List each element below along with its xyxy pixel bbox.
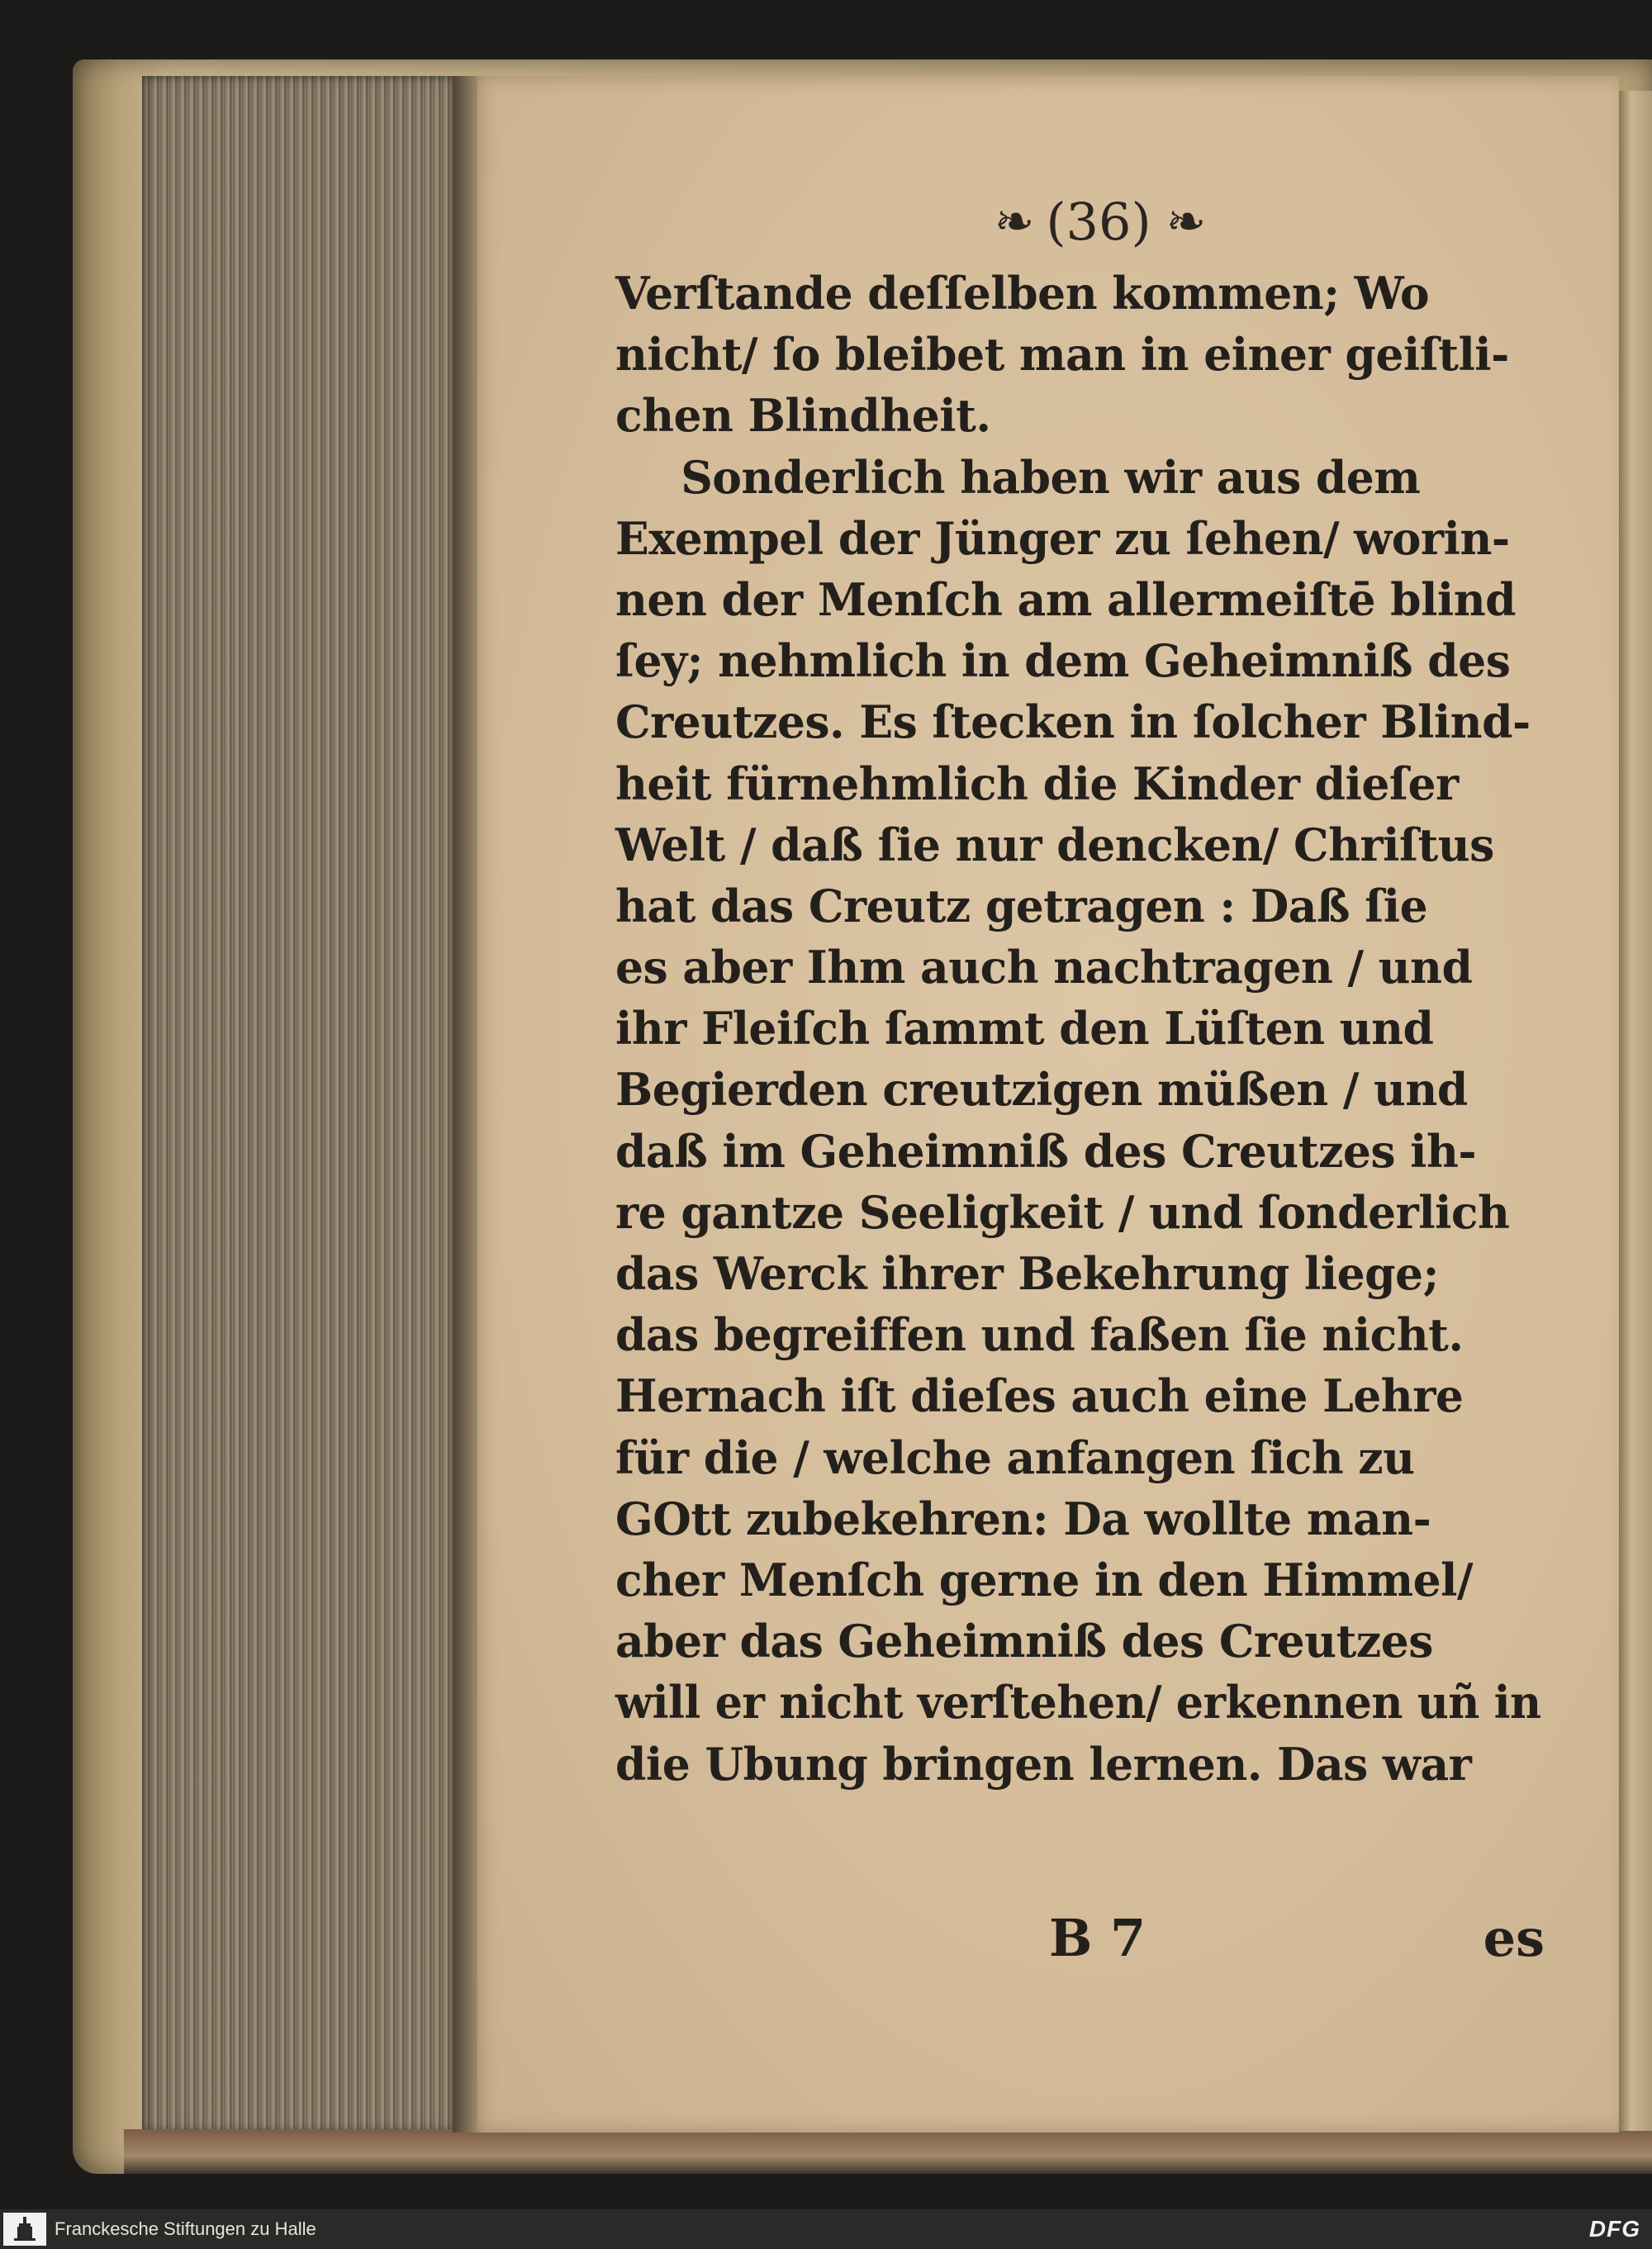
text-line: Verſtande deſſelben kommen; Wo (615, 267, 1430, 320)
viewer-footer-bar (0, 2209, 1652, 2249)
facing-page-edge (1617, 91, 1652, 2131)
text-line: Sonderlich haben wir aus dem (681, 450, 1421, 504)
text-line: ihr Fleiſch ſammt den Lüſten und (615, 1002, 1434, 1056)
text-line: hat das Creutz getragen : Daß ſie (615, 879, 1428, 932)
text-line: das Werck ihrer Bekehrung liege; (615, 1247, 1439, 1300)
text-line: heit fürnehmlich die Kinder dieſer (615, 757, 1459, 810)
text-line: daß im Geheimniß des Creutzes ih- (615, 1124, 1477, 1178)
signature-mark: B 7 (1049, 1908, 1146, 1968)
text-line: nicht/ ſo bleibet man in einer geiſtli- (615, 328, 1509, 382)
page-number: (36) (1046, 191, 1151, 252)
text-line: GOtt zubekehren: Da wollte man- (615, 1492, 1431, 1545)
text-line: aber das Geheimniß des Creutzes (615, 1615, 1433, 1668)
text-line: Hernach iſt dieſes auch eine Lehre (615, 1369, 1464, 1423)
catchword: es (1483, 1908, 1545, 1968)
text-line: für die / welche anfangen ſich zu (615, 1431, 1415, 1484)
text-line: cher Menſch gerne in den Himmel/ (615, 1553, 1474, 1606)
page-footer-line (1049, 1908, 1545, 1982)
text-line: chen Blindheit. (615, 389, 991, 443)
text-line: die Ubung bringen lernen. Das war (615, 1737, 1472, 1791)
text-line: es aber Ihm auch nachtragen / und (615, 941, 1473, 994)
text-line: Creutzes. Es ſtecken in ſolcher Blind- (615, 695, 1531, 749)
book-bottom-edge (124, 2129, 1652, 2174)
page-body-text (615, 263, 1549, 1795)
text-line: will er nicht verſtehen/ erkennen uñ in (615, 1676, 1541, 1729)
page-gutter (453, 76, 477, 2133)
institution-logo-icon (3, 2213, 46, 2246)
page-header (892, 180, 1305, 263)
ornament-left-icon: ❧ (994, 193, 1032, 249)
dfg-logo: DFG (1588, 2216, 1640, 2242)
text-line: Welt / daß ſie nur dencken/ Chriſtus (615, 818, 1494, 871)
institution-label: Franckesche Stiftungen zu Halle (55, 2218, 316, 2239)
ornament-right-icon: ❧ (1165, 193, 1203, 249)
page-edges (142, 76, 464, 2133)
text-line: Begierden creutzigen müßen / und (615, 1063, 1468, 1117)
text-line: Exempel der Jünger zu ſehen/ worin- (615, 511, 1510, 565)
text-line: das begreiffen und faßen ſie nicht. (615, 1308, 1464, 1362)
text-line: nen der Menſch am allermeiſtē blind (615, 572, 1517, 626)
text-line: ſey; nehmlich in dem Geheimniß des (615, 634, 1511, 688)
text-line: re gantze Seeligkeit / und ſonderlich (615, 1185, 1510, 1239)
